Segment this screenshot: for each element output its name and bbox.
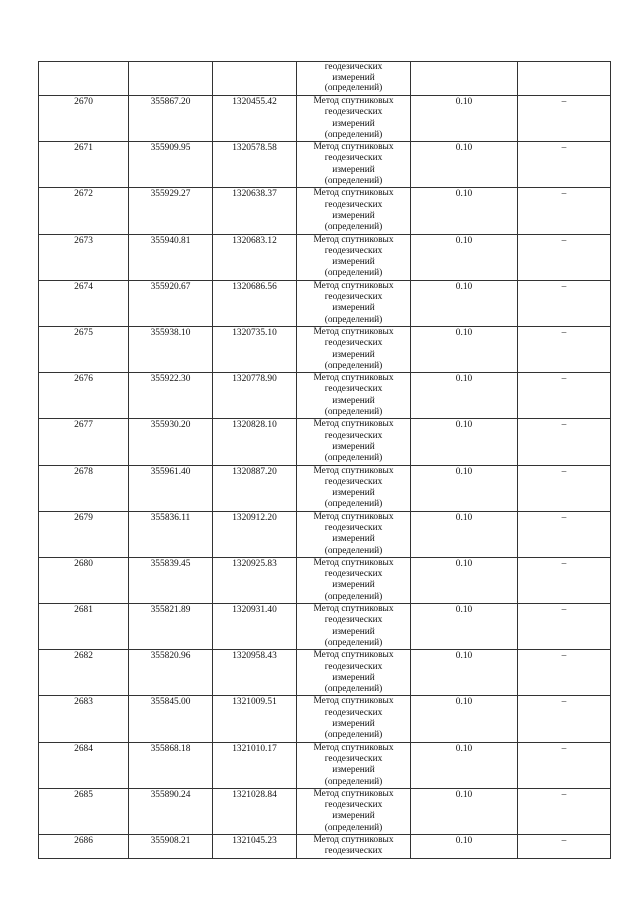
cell-empty <box>518 62 611 96</box>
table-row <box>39 326 611 372</box>
cell-point-number: 2681 <box>39 604 129 650</box>
cell-y-coordinate: 1320925.83 <box>213 557 297 603</box>
cell-x-coordinate: 355890.24 <box>129 788 213 834</box>
method-line: Метод спутниковых <box>313 511 394 522</box>
table-row <box>39 142 611 188</box>
cell-point-number: 2682 <box>39 650 129 696</box>
method-line: Метод спутниковых <box>313 373 394 384</box>
method-line: измерений <box>332 118 375 129</box>
cell-point-number: 2670 <box>39 96 129 142</box>
cell-accuracy: 0.10 <box>411 650 518 696</box>
method-line: геодезических <box>324 292 383 303</box>
cell-dash: – <box>518 742 611 788</box>
cell-accuracy: 0.10 <box>411 557 518 603</box>
cell-accuracy: 0.10 <box>411 788 518 834</box>
cell-dash: – <box>518 557 611 603</box>
table-row <box>39 511 611 557</box>
table-row <box>39 96 611 142</box>
method-line: (определений) <box>324 360 383 371</box>
method-line: Метод спутниковых <box>313 696 394 707</box>
cell-method <box>297 511 411 557</box>
method-line: Метод спутниковых <box>313 465 394 476</box>
method-line: измерений <box>332 719 375 730</box>
cell-method <box>297 188 411 234</box>
cell-point-number: 2673 <box>39 234 129 280</box>
table-row-partial-top <box>39 62 611 96</box>
cell-empty <box>39 62 129 96</box>
cell-dash: – <box>518 326 611 372</box>
method-line: (определений) <box>324 776 383 787</box>
method-line: геодезических <box>324 661 383 672</box>
method-line: Метод спутниковых <box>313 326 394 337</box>
method-line: геодезических <box>324 384 383 395</box>
method-line: Метод спутниковых <box>313 650 394 661</box>
cell-x-coordinate: 355908.21 <box>129 835 213 859</box>
cell-x-coordinate: 355938.10 <box>129 326 213 372</box>
cell-dash: – <box>518 835 611 859</box>
cell-point-number: 2680 <box>39 557 129 603</box>
cell-x-coordinate: 355920.67 <box>129 280 213 326</box>
cell-x-coordinate: 355909.95 <box>129 142 213 188</box>
method-line: геодезических <box>324 522 383 533</box>
table-row <box>39 465 611 511</box>
cell-x-coordinate: 355940.81 <box>129 234 213 280</box>
method-line: (определений) <box>324 591 383 602</box>
cell-point-number: 2676 <box>39 373 129 419</box>
method-line: (определений) <box>324 268 383 279</box>
method-line: измерений <box>332 580 375 591</box>
cell-method <box>297 234 411 280</box>
method-line: геодезических <box>324 753 383 764</box>
method-line: геодезических <box>324 199 383 210</box>
table-row <box>39 696 611 742</box>
cell-y-coordinate: 1320735.10 <box>213 326 297 372</box>
cell-method <box>297 142 411 188</box>
cell-y-coordinate: 1320638.37 <box>213 188 297 234</box>
cell-y-coordinate: 1320455.42 <box>213 96 297 142</box>
method-line: (определений) <box>324 453 383 464</box>
cell-x-coordinate: 355839.45 <box>129 557 213 603</box>
cell-point-number: 2678 <box>39 465 129 511</box>
method-line: Метод спутниковых <box>313 604 394 615</box>
method-line: геодезических <box>324 430 383 441</box>
method-line: геодезических <box>324 707 383 718</box>
cell-method <box>297 650 411 696</box>
cell-point-number: 2684 <box>39 742 129 788</box>
method-line: (определений) <box>324 314 383 325</box>
method-line: геодезических <box>324 245 383 256</box>
cell-dash: – <box>518 96 611 142</box>
cell-method <box>297 280 411 326</box>
cell-y-coordinate: 1320683.12 <box>213 234 297 280</box>
cell-accuracy: 0.10 <box>411 234 518 280</box>
cell-method <box>297 604 411 650</box>
method-line: Метод спутниковых <box>313 557 394 568</box>
method-line: геодезических <box>324 569 383 580</box>
method-line: Метод спутниковых <box>313 96 394 106</box>
cell-x-coordinate: 355836.11 <box>129 511 213 557</box>
cell-x-coordinate: 355820.96 <box>129 650 213 696</box>
method-line: (определений) <box>324 730 383 741</box>
cell-y-coordinate: 1321010.17 <box>213 742 297 788</box>
cell-method <box>297 96 411 142</box>
cell-dash: – <box>518 604 611 650</box>
cell-point-number: 2671 <box>39 142 129 188</box>
cell-y-coordinate: 1321009.51 <box>213 696 297 742</box>
method-line: Метод спутниковых <box>313 280 394 291</box>
method-line: Метод спутниковых <box>313 142 394 153</box>
cell-y-coordinate: 1320931.40 <box>213 604 297 650</box>
cell-y-coordinate: 1320578.58 <box>213 142 297 188</box>
method-line: измерений <box>332 765 375 776</box>
cell-y-coordinate: 1320686.56 <box>213 280 297 326</box>
cell-dash: – <box>518 788 611 834</box>
cell-method <box>297 742 411 788</box>
cell-y-coordinate: 1321028.84 <box>213 788 297 834</box>
method-line: геодезических <box>324 62 383 72</box>
cell-accuracy: 0.10 <box>411 142 518 188</box>
table-row <box>39 604 611 650</box>
method-line: измерений <box>332 164 375 175</box>
method-line: геодезических <box>324 153 383 164</box>
method-line: (определений) <box>324 407 383 418</box>
cell-accuracy: 0.10 <box>411 835 518 859</box>
method-line: измерений <box>332 395 375 406</box>
method-line: измерений <box>332 349 375 360</box>
cell-accuracy: 0.10 <box>411 604 518 650</box>
method-line: геодезических <box>324 338 383 349</box>
cell-empty <box>411 62 518 96</box>
cell-point-number: 2672 <box>39 188 129 234</box>
method-line: (определений) <box>324 822 383 833</box>
coordinates-table <box>38 61 611 859</box>
method-line: измерений <box>332 210 375 221</box>
cell-x-coordinate: 355868.18 <box>129 742 213 788</box>
cell-y-coordinate: 1320958.43 <box>213 650 297 696</box>
method-line: (определений) <box>324 545 383 556</box>
cell-empty <box>213 62 297 96</box>
cell-x-coordinate: 355821.89 <box>129 604 213 650</box>
method-line: измерений <box>332 811 375 822</box>
method-line: измерений <box>332 303 375 314</box>
table-row <box>39 419 611 465</box>
cell-method <box>297 373 411 419</box>
cell-accuracy: 0.10 <box>411 419 518 465</box>
method-line: (определений) <box>324 129 383 140</box>
cell-method <box>297 696 411 742</box>
cell-point-number: 2685 <box>39 788 129 834</box>
table-body <box>39 62 611 859</box>
table-row <box>39 557 611 603</box>
cell-point-number: 2686 <box>39 835 129 859</box>
method-line: Метод спутниковых <box>313 234 394 245</box>
method-line: измерений <box>332 441 375 452</box>
method-line: (определений) <box>324 83 383 93</box>
cell-y-coordinate: 1320912.20 <box>213 511 297 557</box>
method-line: Метод спутниковых <box>313 419 394 430</box>
cell-point-number: 2675 <box>39 326 129 372</box>
cell-y-coordinate: 1320887.20 <box>213 465 297 511</box>
cell-dash: – <box>518 465 611 511</box>
method-line: геодезических <box>324 476 383 487</box>
cell-dash: – <box>518 234 611 280</box>
cell-x-coordinate: 355929.27 <box>129 188 213 234</box>
method-line: геодезических <box>324 615 383 626</box>
method-line: (определений) <box>324 499 383 510</box>
table-row <box>39 373 611 419</box>
cell-point-number: 2683 <box>39 696 129 742</box>
method-line: измерений <box>332 72 375 83</box>
method-line: (определений) <box>324 637 383 648</box>
method-line: измерений <box>332 257 375 268</box>
cell-accuracy: 0.10 <box>411 280 518 326</box>
cell-method <box>297 788 411 834</box>
cell-x-coordinate: 355961.40 <box>129 465 213 511</box>
cell-method <box>297 835 411 859</box>
cell-x-coordinate: 355922.30 <box>129 373 213 419</box>
cell-method <box>297 465 411 511</box>
cell-dash: – <box>518 373 611 419</box>
table-row <box>39 234 611 280</box>
cell-accuracy: 0.10 <box>411 326 518 372</box>
method-line: геодезических <box>324 846 383 857</box>
method-line: (определений) <box>324 684 383 695</box>
cell-accuracy: 0.10 <box>411 465 518 511</box>
cell-dash: – <box>518 280 611 326</box>
cell-empty <box>129 62 213 96</box>
table-row <box>39 650 611 696</box>
table-row <box>39 742 611 788</box>
cell-method <box>297 419 411 465</box>
method-line: Метод спутниковых <box>313 742 394 753</box>
cell-accuracy: 0.10 <box>411 96 518 142</box>
cell-accuracy: 0.10 <box>411 373 518 419</box>
cell-method <box>297 557 411 603</box>
table-row <box>39 188 611 234</box>
table-row <box>39 280 611 326</box>
method-line: измерений <box>332 672 375 683</box>
method-line: Метод спутниковых <box>313 188 394 199</box>
cell-accuracy: 0.10 <box>411 696 518 742</box>
method-line: Метод спутниковых <box>313 788 394 799</box>
method-line: (определений) <box>324 222 383 233</box>
method-line: измерений <box>332 626 375 637</box>
method-line: измерений <box>332 488 375 499</box>
method-line: измерений <box>332 534 375 545</box>
cell-x-coordinate: 355930.20 <box>129 419 213 465</box>
cell-x-coordinate: 355845.00 <box>129 696 213 742</box>
cell-dash: – <box>518 142 611 188</box>
cell-accuracy: 0.10 <box>411 511 518 557</box>
method-line: Метод спутниковых <box>313 835 394 845</box>
cell-x-coordinate: 355867.20 <box>129 96 213 142</box>
cell-point-number: 2677 <box>39 419 129 465</box>
cell-dash: – <box>518 511 611 557</box>
cell-method <box>297 326 411 372</box>
method-line: геодезических <box>324 800 383 811</box>
cell-method-partial <box>297 62 411 96</box>
method-line: геодезических <box>324 107 383 118</box>
cell-y-coordinate: 1320778.90 <box>213 373 297 419</box>
method-line: (определений) <box>324 176 383 187</box>
cell-accuracy: 0.10 <box>411 742 518 788</box>
cell-accuracy: 0.10 <box>411 188 518 234</box>
table-row <box>39 835 611 859</box>
cell-point-number: 2679 <box>39 511 129 557</box>
cell-dash: – <box>518 419 611 465</box>
cell-dash: – <box>518 650 611 696</box>
table-row <box>39 788 611 834</box>
cell-point-number: 2674 <box>39 280 129 326</box>
cell-dash: – <box>518 188 611 234</box>
cell-y-coordinate: 1320828.10 <box>213 419 297 465</box>
cell-dash: – <box>518 696 611 742</box>
cell-y-coordinate: 1321045.23 <box>213 835 297 859</box>
